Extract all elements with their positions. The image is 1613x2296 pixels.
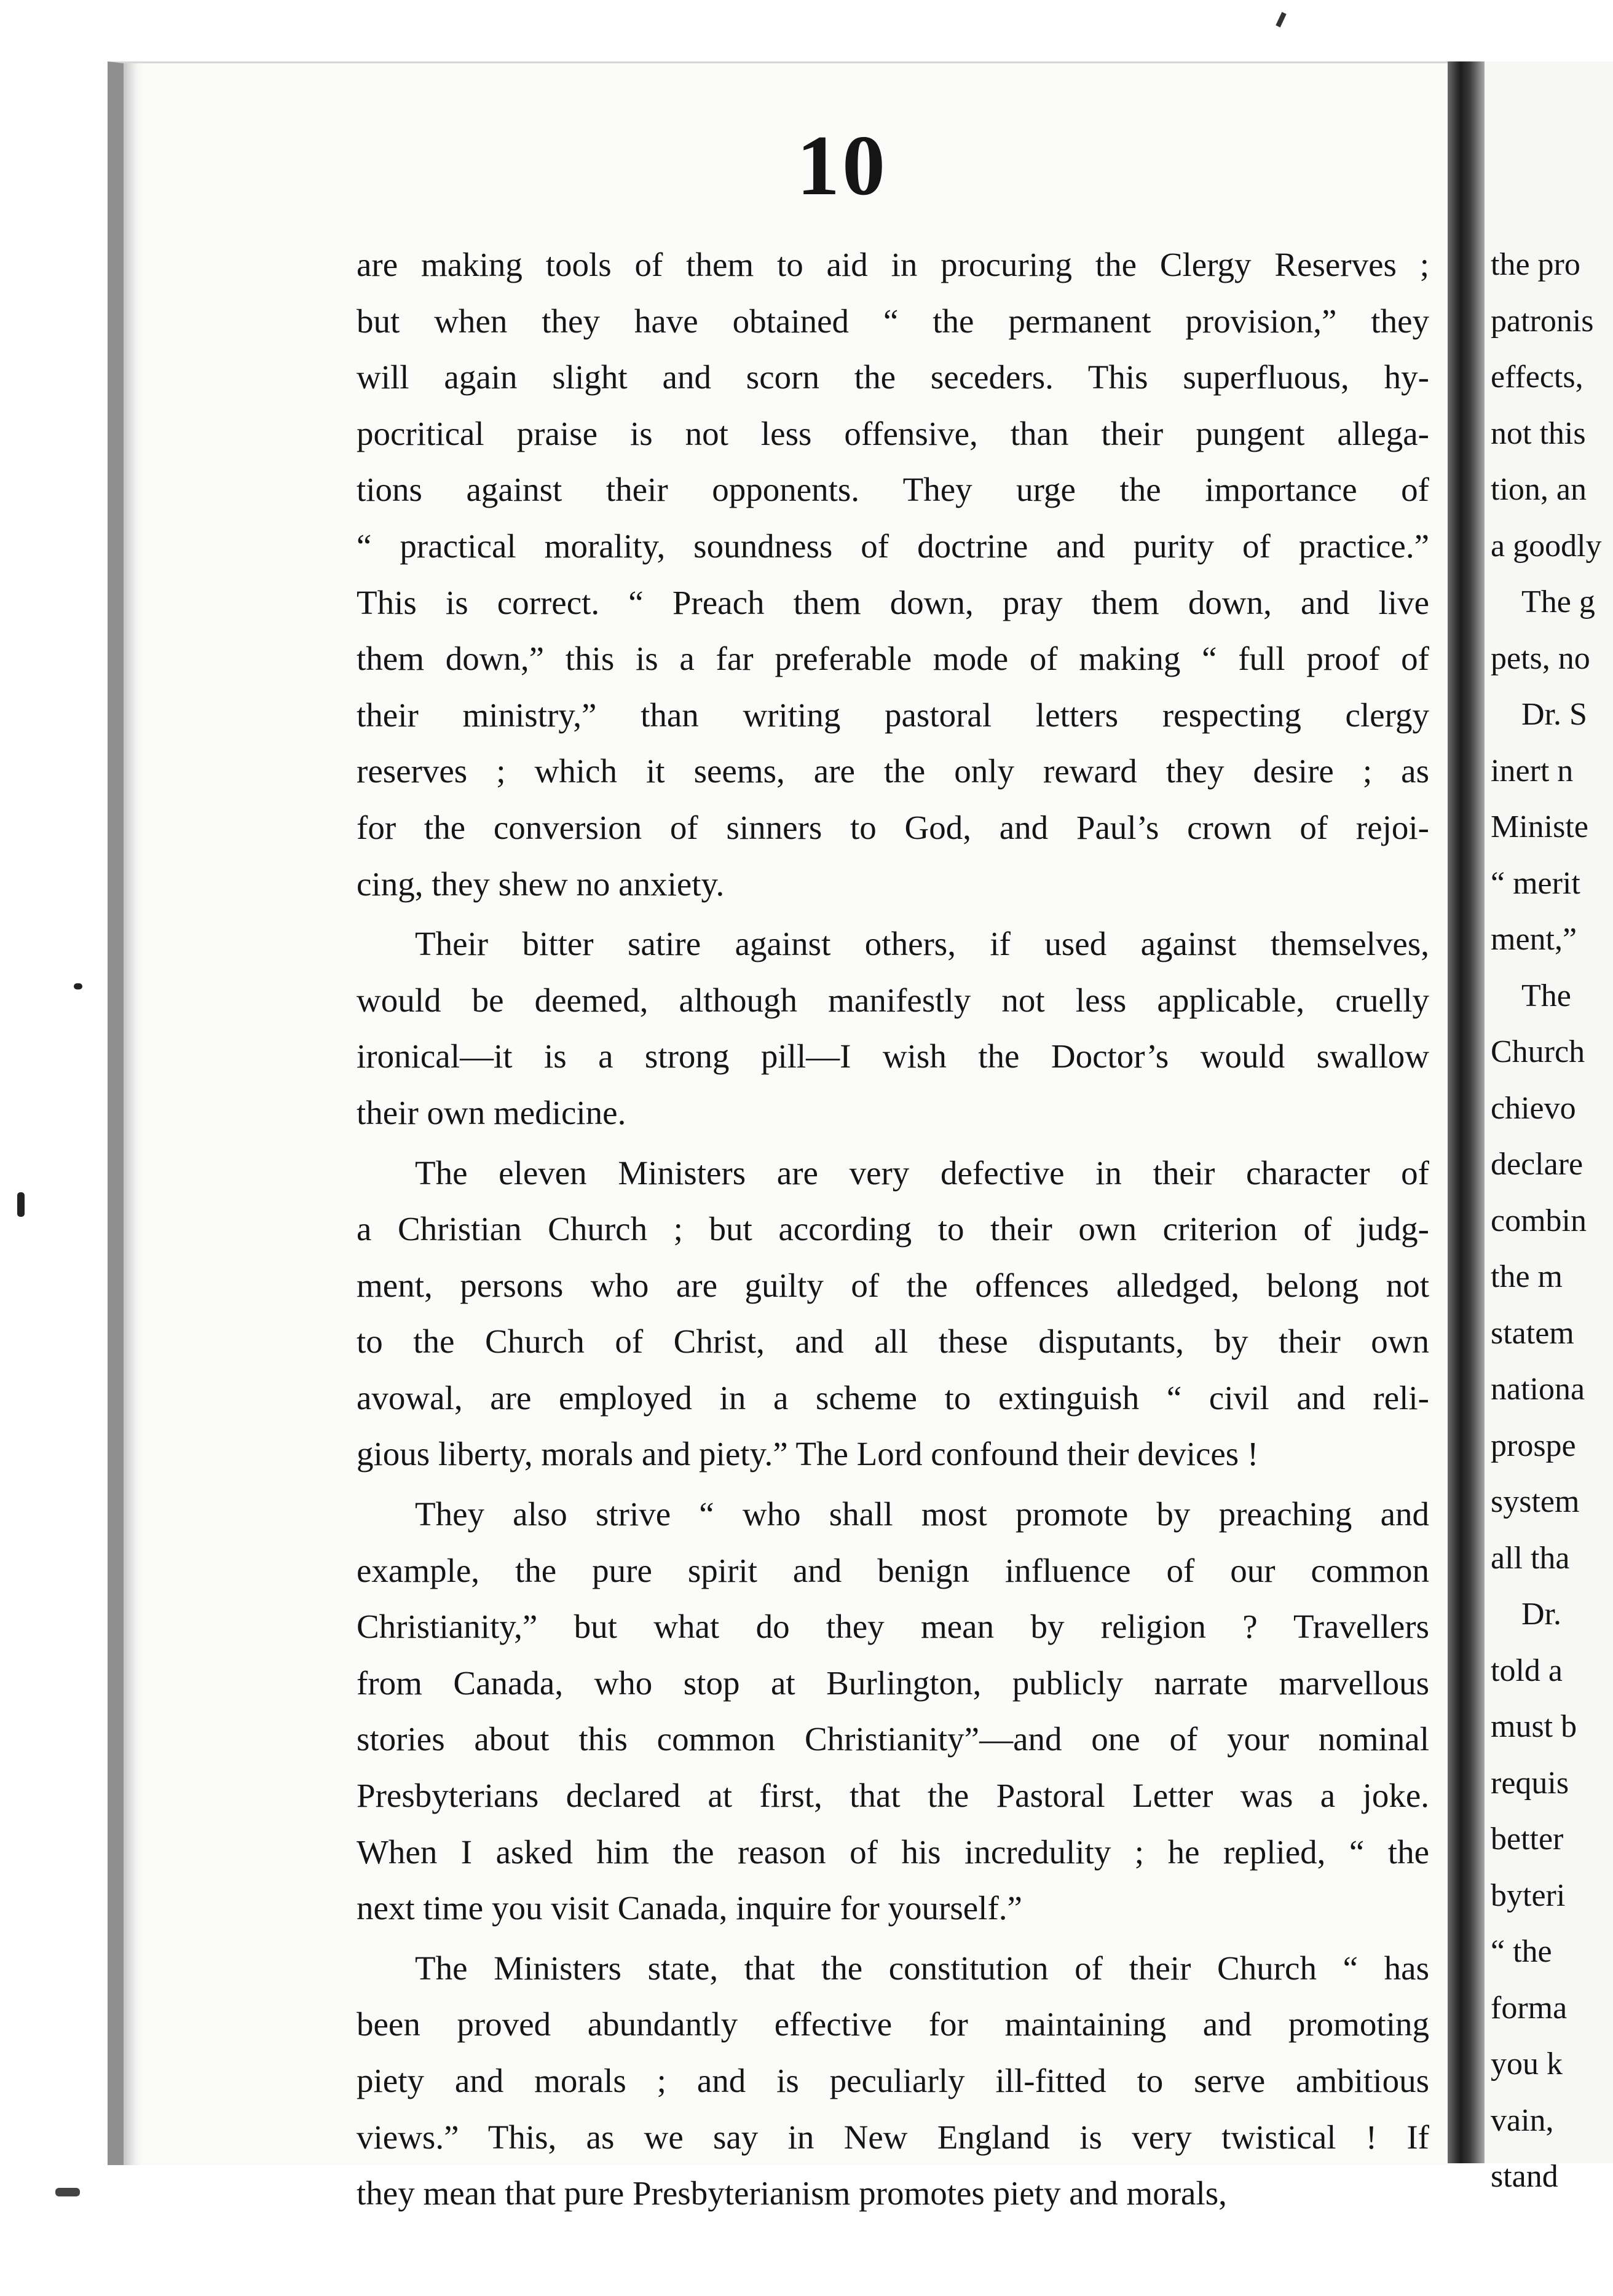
text-line: example, the pure spirit and benign influence of our common [357, 1551, 1429, 1589]
margin-speck [74, 983, 82, 989]
facing-text-line: not this [1491, 415, 1586, 451]
facing-text-line: The [1521, 978, 1571, 1013]
text-line: they mean that pure Presbyterianism promotes piety and morals, [357, 2174, 1227, 2212]
book-spine [1448, 61, 1485, 2163]
text-line: would be deemed, although manifestly not less applicable, cruelly [357, 981, 1429, 1019]
text-line: but when they have obtained “ the permanent provision,” they [357, 302, 1429, 340]
text-line: gious liberty, morals and piety.” The Lord confound their devices ! [357, 1435, 1259, 1473]
text-line: They also strive “ who shall most promote by preaching and [415, 1495, 1429, 1533]
facing-text-line: inert n [1491, 753, 1574, 788]
facing-text-line: requis [1491, 1765, 1569, 1801]
facing-text-line: ment,” [1491, 922, 1577, 957]
text-line: ment, persons who are guilty of the offences alledged, belong not [357, 1266, 1429, 1304]
facing-text-line: Church [1491, 1034, 1585, 1069]
facing-text-line: tion, an [1491, 472, 1587, 507]
text-line: avowal, are employed in a scheme to extinguish “ civil and reli- [357, 1378, 1429, 1417]
margin-speck [1276, 12, 1286, 27]
text-line: Presbyterians declared at first, that the Pastoral Letter was a joke. [357, 1777, 1429, 1815]
text-line: a Christian Church ; but according to their own criterion of judg- [357, 1210, 1429, 1248]
facing-text-line: system [1491, 1484, 1580, 1519]
facing-text-line: chievo [1491, 1090, 1576, 1126]
text-line: cing, they shew no anxiety. [357, 865, 725, 903]
text-line: from Canada, who stop at Burlington, publicly narrate marvellous [357, 1664, 1429, 1702]
text-line: are making tools of them to aid in procuring the Clergy Reserves ; [357, 246, 1429, 283]
main-text-column [357, 237, 1429, 2222]
text-line: stories about this common Christianity”—and one of your nominal [357, 1720, 1429, 1758]
text-line: piety and morals ; and is peculiarly ill-fitted to serve ambitious [357, 2062, 1429, 2099]
text-line: This is correct. “ Preach them down, pray them down, and live [357, 583, 1429, 621]
margin-speck [55, 2188, 80, 2196]
facing-text-line: vain, [1491, 2102, 1554, 2138]
facing-text-line: “ merit [1491, 865, 1580, 901]
facing-text-line: pets, no [1491, 640, 1590, 676]
text-line: The Ministers state, that the constitution of their Church “ has [415, 1949, 1429, 1987]
facing-text-line: all tha [1491, 1540, 1570, 1576]
text-line: next time you visit Canada, inquire for yourself.” [357, 1889, 1022, 1927]
facing-text-line: statem [1491, 1315, 1574, 1351]
facing-text-line: stand [1491, 2159, 1558, 2194]
facing-text-line: effects, [1491, 360, 1583, 395]
text-line: been proved abundantly effective for maintaining and promoting [357, 2005, 1429, 2043]
facing-text-line: “ the [1491, 1934, 1552, 1969]
facing-text-line: told a [1491, 1653, 1563, 1688]
text-line: “ practical morality, soundness of doctrine and purity of practice.” [357, 527, 1429, 565]
page-number: 10 [797, 118, 888, 213]
text-line: views.” This, as we say in New England is very twistical ! If [357, 2118, 1429, 2156]
text-line: to the Church of Christ, and all these disputants, by their own [357, 1323, 1429, 1361]
facing-text-line: you k [1491, 2046, 1563, 2082]
facing-text-line: Ministe [1491, 809, 1588, 844]
text-line: them down,” this is a far preferable mode of making “ full proof of [357, 640, 1429, 678]
facing-text-line: combin [1491, 1203, 1587, 1238]
text-line: their own medicine. [357, 1093, 626, 1131]
facing-text-line: nationa [1491, 1372, 1585, 1407]
facing-text-line: better [1491, 1822, 1564, 1857]
facing-text-line: byteri [1491, 1877, 1566, 1913]
text-line: pocritical praise is not less offensive, than their pungent allega- [357, 414, 1429, 452]
facing-text-line: The g [1521, 584, 1595, 619]
facing-text-line: patronis [1491, 303, 1594, 339]
facing-text-line: Dr. S [1521, 697, 1587, 732]
text-line: their ministry,” than writing pastoral letters respecting clergy [357, 696, 1429, 734]
text-line: When I asked him the reason of his incredulity ; he replied, “ the [357, 1833, 1429, 1871]
facing-text-line: prospe [1491, 1428, 1576, 1463]
facing-text-line: forma [1491, 1990, 1568, 2026]
facing-text-line: the pro [1491, 247, 1580, 282]
facing-text-line: a goodly [1491, 528, 1602, 564]
facing-page-text-fragment [1491, 237, 1613, 2205]
text-line: Christianity,” but what do they mean by religion ? Travellers [357, 1608, 1429, 1646]
text-line: The eleven Ministers are very defective in their character of [415, 1154, 1429, 1192]
text-line: tions against their opponents. They urge the importance of [357, 471, 1429, 509]
facing-text-line: Dr. [1521, 1597, 1561, 1632]
text-line: will again slight and scorn the seceders. This superfluous, hy- [357, 358, 1429, 396]
facing-text-line: must b [1491, 1709, 1577, 1744]
facing-text-line: the m [1491, 1259, 1563, 1294]
text-line: ironical—it is a strong pill—I wish the Doctor’s would swallow [357, 1037, 1429, 1075]
margin-speck [17, 1192, 25, 1217]
text-line: reserves ; which it seems, are the only reward they desire ; as [357, 752, 1429, 790]
text-line: Their bitter satire against others, if used against themselves, [415, 925, 1429, 963]
facing-text-line: declare [1491, 1147, 1583, 1182]
text-line: for the conversion of sinners to God, and Paul’s crown of rejoi- [357, 808, 1429, 846]
